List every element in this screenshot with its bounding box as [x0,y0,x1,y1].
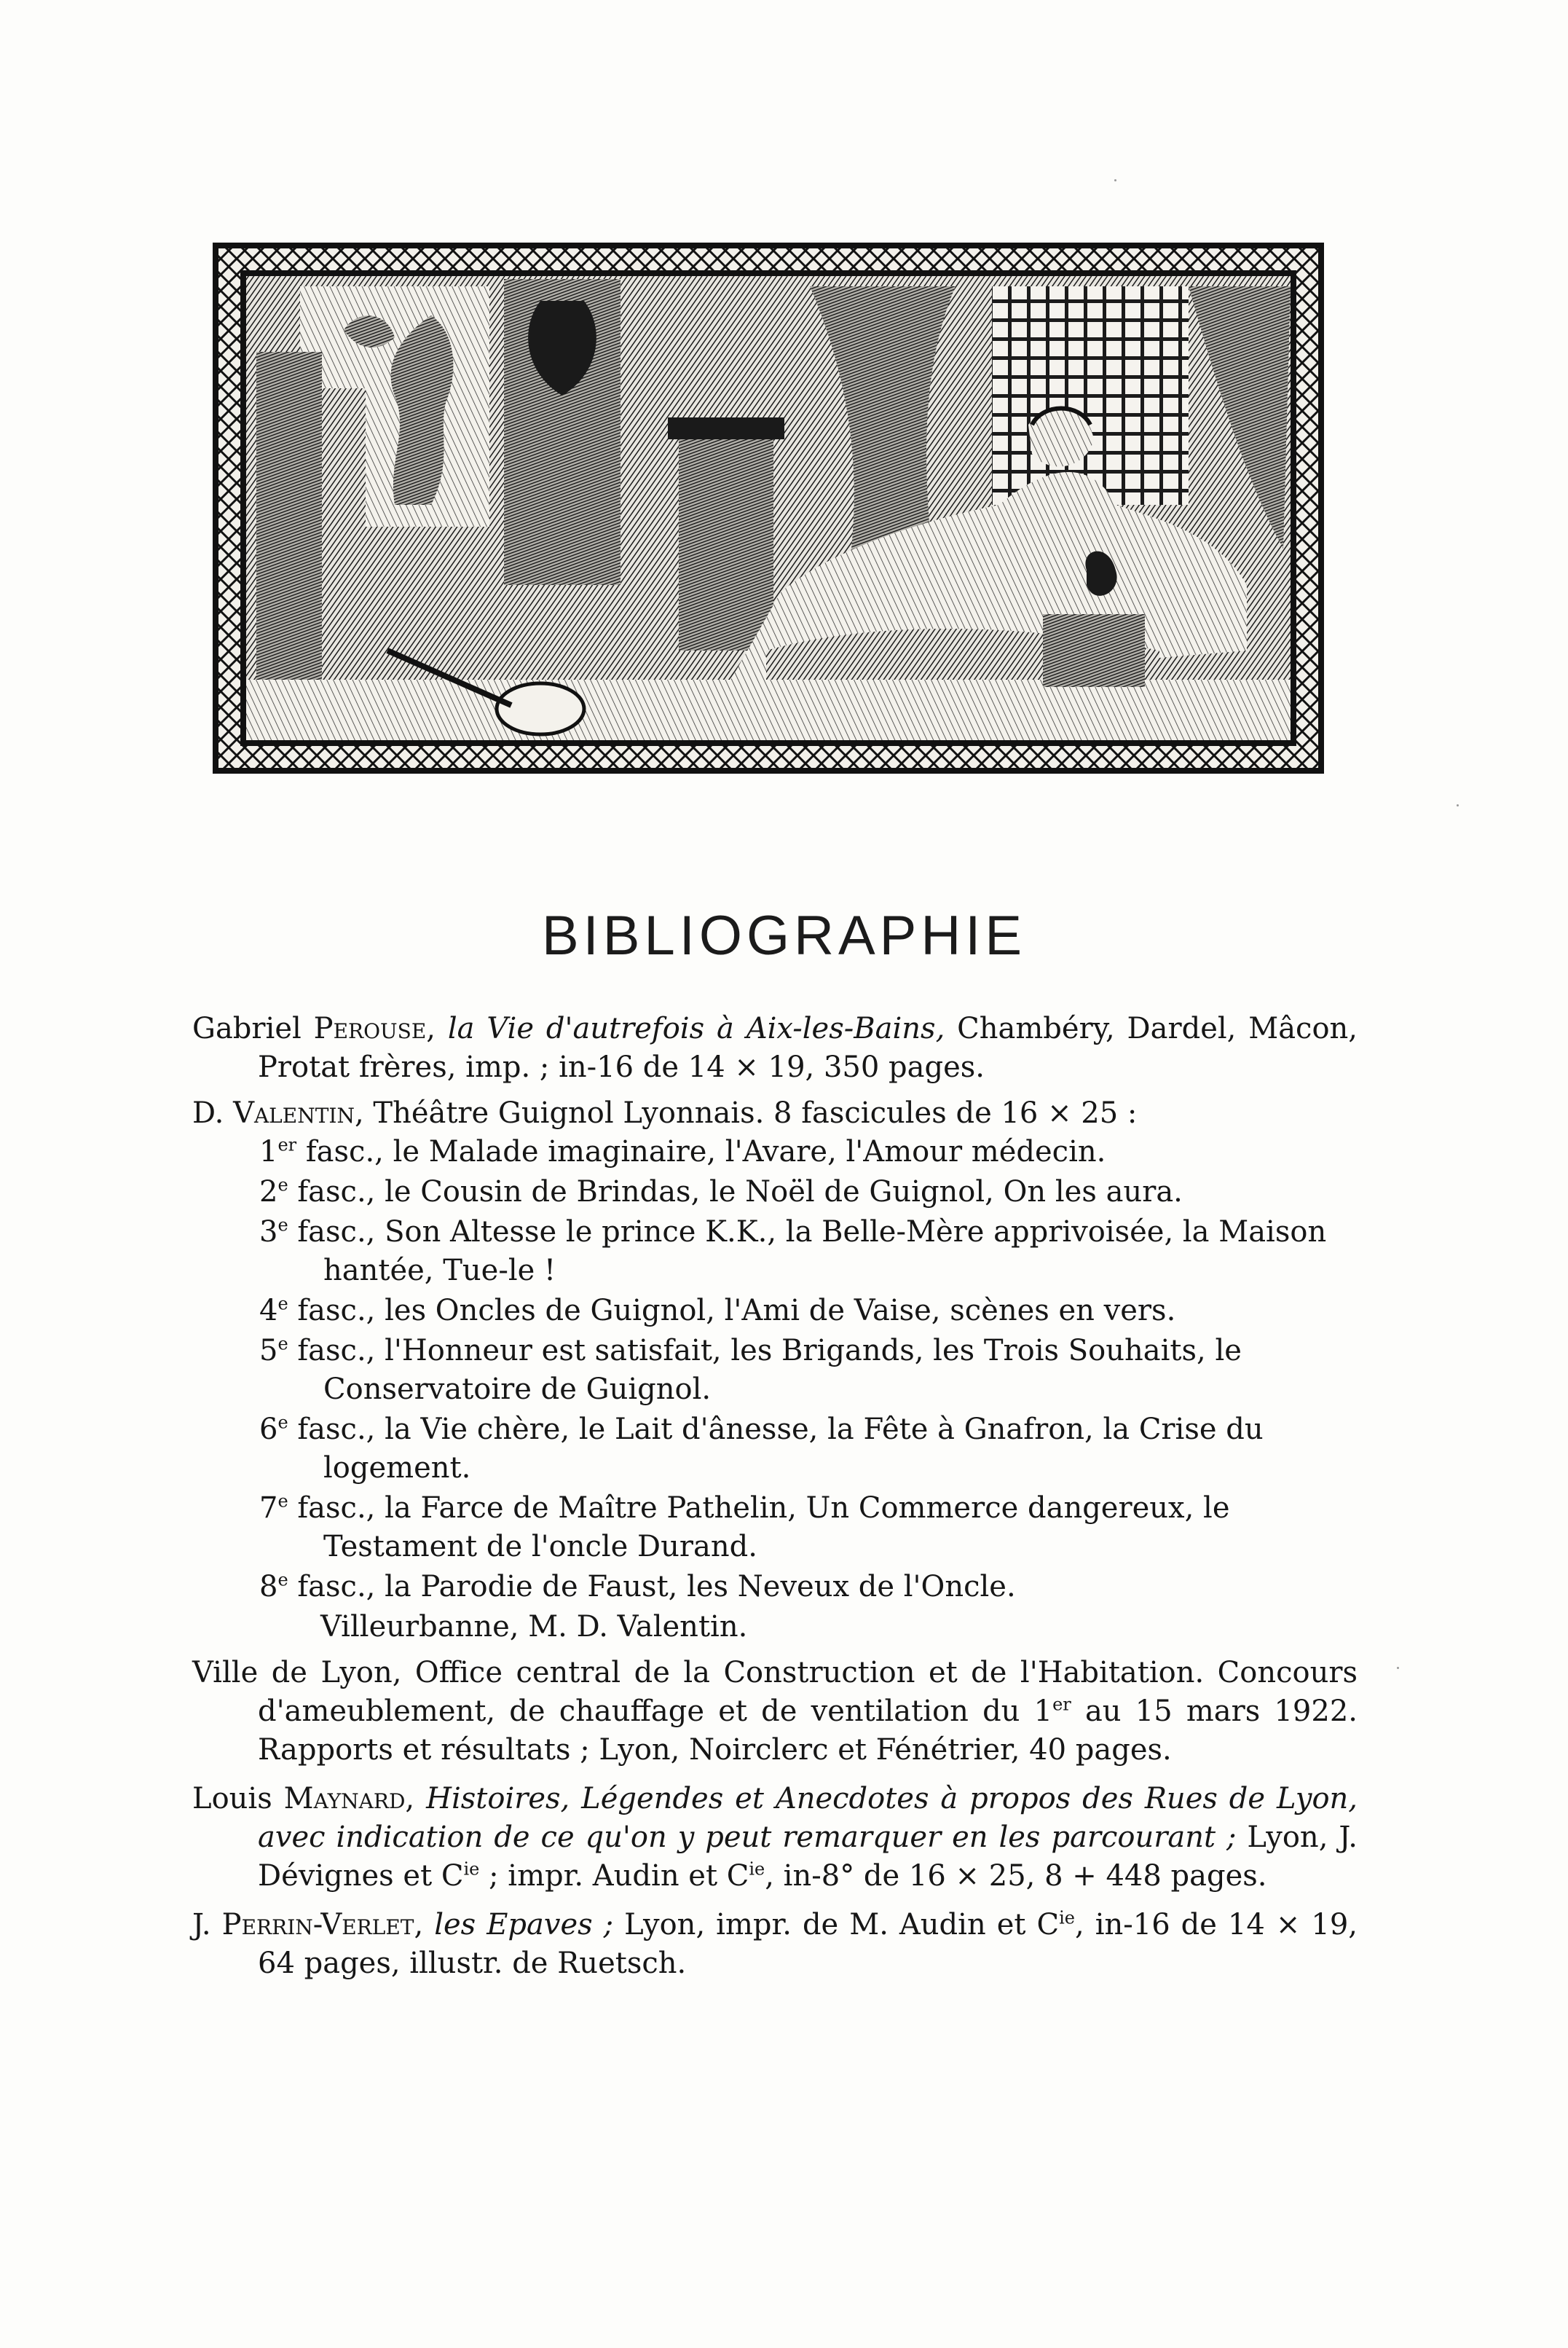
publication-details: ; impr. Audin et C [479,1859,749,1893]
entry-maynard [192,1780,1358,1896]
fascicule-contents: fasc., le Cousin de Brindas, le Noël de Guignol, On les aura. [288,1175,1183,1209]
entry-perrin-verlet [192,1906,1358,1983]
work-title: les Epaves ; [434,1908,614,1941]
entry-text: au 15 mars 1922. Rapports et résultats ; Lyon, Noirclerc et Fénétrier, 40 pages. [258,1695,1358,1767]
publication-details: , in-16 de 14 × 19, 64 pages, illustr. de Ruetsch. [258,1908,1358,1980]
fascicule-contents: fasc., la Vie chère, le Lait d'ânesse, la Fête à Gnafron, la Crise du logement. [288,1413,1264,1485]
ordinal-suffix: e [277,1174,288,1195]
publication-details: Lyon, J. Dévignes et C [258,1821,1358,1893]
author-first-name: Louis [192,1782,272,1815]
engraved-vignette [213,243,1324,774]
abbrev-suffix: ie [463,1858,480,1880]
fascicule-contents: fasc., la Parodie de Faust, les Neveux de l'Oncle. [288,1570,1016,1603]
list-item [192,1410,1358,1488]
ordinal-suffix: e [277,1214,288,1236]
publication-details: , in-8° de 16 × 25, 8 + 448 pages. [765,1859,1267,1893]
fascicule-contents: fasc., le Malade imaginaire, l'Avare, l'Amour médecin. [296,1135,1106,1169]
fascicule-number: 6 [259,1413,278,1446]
abbrev-suffix: ie [749,1858,765,1880]
list-item [192,1213,1358,1290]
list-item [192,1133,1358,1171]
list-item [192,1332,1358,1409]
ordinal-suffix: er [277,1134,297,1155]
publisher-line: Villeurbanne, M. D. Valentin. [320,1610,748,1644]
fascicule-number: 4 [259,1294,278,1327]
list-item [192,1489,1358,1566]
fascicule-number: 2 [259,1175,278,1209]
publication-details: Théâtre Guignol Lyonnais. 8 fascicules de 16 × 25 : [363,1096,1138,1130]
fascicule-number: 8 [259,1570,278,1603]
ordinal-suffix: e [277,1293,288,1314]
entry-valentin [192,1094,1358,1133]
entry-text: Ville de Lyon, Office central de la Construction et de l'Habitation. Concours d'ameublement, de chauffage et de ventilation du 1 [192,1656,1358,1728]
ordinal-suffix: er [1052,1694,1071,1715]
fascicule-number: 1 [259,1135,278,1169]
fascicule-number: 3 [259,1215,278,1249]
bibliography-list [192,1010,1358,1990]
fascicule-number: 7 [259,1491,278,1525]
author-name: Maynard, [283,1782,415,1815]
fascicule-contents: fasc., l'Honneur est satisfait, les Brigands, les Trois Souhaits, le Conservatoire de Guignol. [288,1334,1242,1406]
paper-speck [1397,1667,1399,1669]
entry-perouse [192,1010,1358,1087]
fascicule-contents: fasc., les Oncles de Guignol, l'Ami de Vaise, scènes en vers. [288,1294,1176,1327]
author-initial: D. [192,1096,224,1130]
author-name: Perrin-Verlet, [221,1908,424,1941]
page-title: BIBLIOGRAPHIE [541,904,1027,967]
publication-details: Chambéry, Dardel, Mâcon, Protat frères, imp. ; in-16 de 14 × 19, 350 pages. [258,1012,1358,1084]
paper-speck [1457,804,1459,806]
list-item [192,1292,1358,1330]
author-name: Valentin, [233,1096,364,1130]
ordinal-suffix: e [277,1333,288,1354]
list-item [192,1568,1358,1606]
abbrev-suffix: ie [1059,1907,1075,1928]
ordinal-suffix: e [277,1491,288,1512]
fascicule-contents: fasc., Son Altesse le prince K.K., la Belle-Mère apprivoisée, la Maison hantée, Tue-le ! [288,1215,1327,1287]
author-name: Perouse, [313,1012,436,1045]
paper-speck [1114,179,1116,181]
fascicule-number: 5 [259,1334,278,1367]
engraving-illustration [213,243,1324,774]
work-title: Histoires, Légendes et Anecdotes à propos des Rues de Lyon, avec indication de ce qu'on y peut remarquer en les parcourant ; [258,1782,1358,1854]
ordinal-suffix: e [277,1569,288,1590]
fascicule-contents: fasc., la Farce de Maître Pathelin, Un Commerce dangereux, le Testament de l'oncle Durand. [288,1491,1230,1563]
publication-details: Lyon, impr. de M. Audin et C [613,1908,1060,1941]
list-item [192,1173,1358,1212]
fascicule-list [192,1133,1358,1646]
author-initial: J. [192,1908,211,1941]
entry-ville-de-lyon [192,1654,1358,1770]
work-title: la Vie d'autrefois à Aix-les-Bains, [447,1012,945,1045]
ordinal-suffix: e [277,1412,288,1433]
author-first-name: Gabriel [192,1012,302,1045]
